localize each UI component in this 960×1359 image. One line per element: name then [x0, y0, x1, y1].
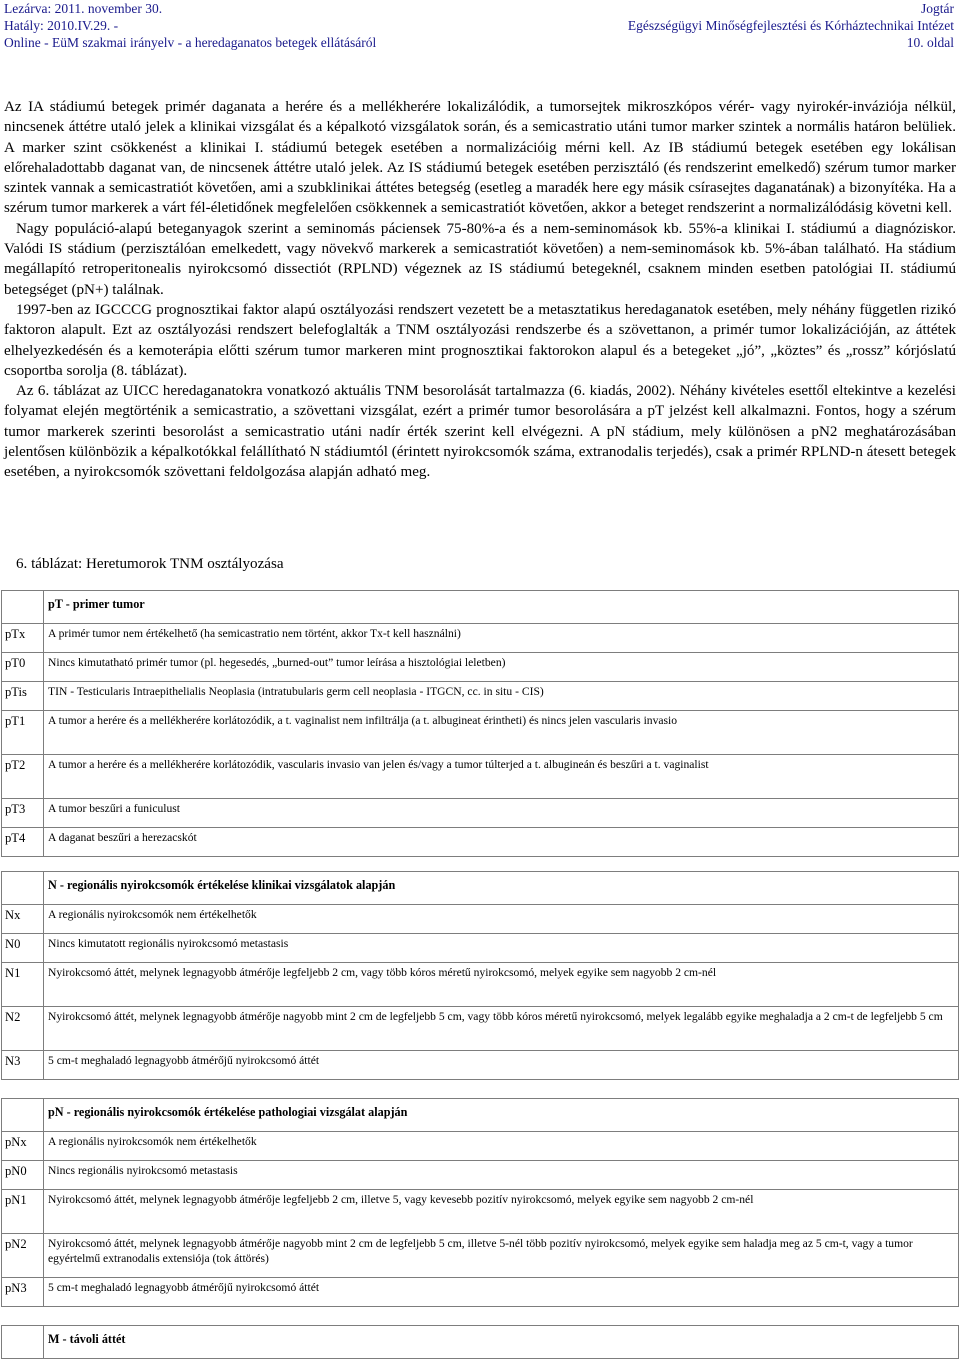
row-code: pN3: [2, 1278, 44, 1307]
row-text: Nyirokcsomó áttét, melynek legnagyobb átmérője nagyobb mint 2 cm de legfeljebb 5 cm, vagy több kóros méretű nyirokcsomó, melyek legalább egyike meghaladja a 2 cm-t de legfeljebb 5 cm: [44, 1007, 959, 1051]
row-code: pTis: [2, 682, 44, 711]
row-text: Nyirokcsomó áttét, melynek legnagyobb átmérője nagyobb mint 2 cm de legfeljebb 5 cm, illetve 5-nél több pozitív nyirokcsomó, melyek egyike sem haladja meg az 5 cm-t, vagy a tumor egyértelmű extranodalis extensiója (tok áttörés): [44, 1234, 959, 1278]
row-text: A regionális nyirokcsomók nem értékelhetők: [44, 1132, 959, 1161]
header-closed-date: Lezárva: 2011. november 30.: [4, 1, 163, 16]
table-heading: pN - regionális nyirokcsomók értékelése pathologiai vizsgálat alapján: [44, 1099, 959, 1132]
m-table: [1, 1325, 959, 1359]
row-text: A tumor a herére és a mellékherére korlátozódik, vascularis invasio van jelen és/vagy a tumor túlterjed a t. albugineán és beszűri a t. vaginalist: [44, 755, 959, 799]
row-text: Nincs kimutatott regionális nyirokcsomó metastasis: [44, 934, 959, 963]
row-code: pNx: [2, 1132, 44, 1161]
row-text: Nincs kimutatható primér tumor (pl. hegesedés, „burned-out” tumor leírása a hisztológiai leletben): [44, 653, 959, 682]
row-text: A primér tumor nem értékelhető (ha semicastratio nem történt, akkor Tx-t kell használni): [44, 624, 959, 653]
table-caption: 6. táblázat: Heretumorok TNM osztályozása: [16, 556, 284, 572]
row-code: N3: [2, 1051, 44, 1080]
row-text: Nincs regionális nyirokcsomó metastasis: [44, 1161, 959, 1190]
row-text: A regionális nyirokcsomók nem értékelhetők: [44, 905, 959, 934]
table-heading: N - regionális nyirokcsomók értékelése klinikai vizsgálatok alapján: [44, 872, 959, 905]
pn-table: [1, 1098, 959, 1307]
table-corner-cell: [2, 1326, 44, 1359]
table-heading: pT - primer tumor: [44, 591, 959, 624]
header-publisher: Jogtár: [921, 1, 954, 16]
paragraph: 1997-ben az IGCCCG prognosztikai faktor alapú osztályozási rendszert vezetett be a metasztatikus heredaganatok esetében, mely néhány független rizikó faktoron alapult. Ezt az osztályozási rendszert belefoglalták a TNM osztályozási rendszerbe és a szövettanon, a primér tumor lokalizációján, az áttétek elhelyezkedésén és a kemoterápia előtti szérum tumor markeren mint prognosztikai faktorokon alapul és a betegeket „jó”, „köztes” és „rossz” kórjóslatú csoportba sorolja (8. táblázat).: [4, 301, 956, 379]
row-text: A daganat beszűri a herezacskót: [44, 828, 959, 857]
row-code: N1: [2, 963, 44, 1007]
row-text: Nyirokcsomó áttét, melynek legnagyobb átmérője legfeljebb 2 cm, illetve 5, vagy kevesebb pozitív nyirokcsomó, melyek egyike sem nagyobb 2 cm-nél: [44, 1190, 959, 1234]
row-code: pTx: [2, 624, 44, 653]
paragraph: Az 6. táblázat az UICC heredaganatokra vonatkozó aktuális TNM besorolását tartalmazza (6. kiadás, 2002). Néhány kivételes esettől eltekintve a kezelési folyamat elején megtörténik a semicastratio, a szövettani vizsgálat, ezért a primér tumor besorolására a pT jelzést kell alkalmazni. Fontos, hogy a szérum tumor markerek szerinti besorolást a semicastratio utáni nadír érték szerint kell elvégezni. A pN stádium, mely különösen a pN2 meghatározásában jelentősen különbözik a képalkotókkal felállítható N stádiumtól (érintett nyirokcsomók száma, extranodalis terjedés), csak a primér RPLND-n átesett betegek esetében, a nyirokcsomók szövettani feldolgozása alapján adható meg.: [4, 383, 956, 481]
header-document-title: Online - EüM szakmai irányelv - a heredaganatos betegek ellátásáról: [4, 35, 377, 50]
row-code: N0: [2, 934, 44, 963]
body-text: [4, 97, 956, 483]
header-page-number: 10. oldal: [906, 35, 954, 50]
row-text: Nyirokcsomó áttét, melynek legnagyobb átmérője legfeljebb 2 cm, vagy több kóros méretű nyirokcsomó, melyek egyike sem nagyobb 2 cm-nél: [44, 963, 959, 1007]
row-code: Nx: [2, 905, 44, 934]
row-code: pT2: [2, 755, 44, 799]
row-text: 5 cm-t meghaladó legnagyobb átmérőjű nyirokcsomó áttét: [44, 1051, 959, 1080]
header-institute: Egészségügyi Minőségfejlesztési és Kórháztechnikai Intézet: [627, 18, 954, 33]
row-code: pT3: [2, 799, 44, 828]
page-header-right: [628, 0, 954, 51]
row-code: pN1: [2, 1190, 44, 1234]
row-code: pT1: [2, 711, 44, 755]
table-corner-cell: [2, 591, 44, 624]
row-code: N2: [2, 1007, 44, 1051]
row-text: A tumor beszűri a funiculust: [44, 799, 959, 828]
row-text: 5 cm-t meghaladó legnagyobb átmérőjű nyirokcsomó áttét: [44, 1278, 959, 1307]
page-header-left: [4, 0, 376, 51]
paragraph: Nagy populáció-alapú beteganyagok szerint a seminomás páciensek 75-80%-a és a nem-seminomások kb. 55%-a klinikai I. stádiumú a diagnóziskor. Valódi IS stádium (perzisztálóan emelkedett, vagy növekvő markerek a semicastratiót követően) a nem-seminomások kb. 5%-ában található. Ha stádium megállapító retroperitonealis nyirokcsomó dissectiót (RPLND) végeznek az IS stádiumú betegeknél, csaknem minden esetben patológiai II. stádiumú betegséget (pN+) találnak.: [4, 220, 956, 298]
row-code: pT0: [2, 653, 44, 682]
paragraph: Az IA stádiumú betegek primér daganata a herére és a mellékherére lokalizálódik, a tumorsejtek mikroszkópos vérér- vagy nyirokér-inváziója nélkül, nincsenek áttétre utaló jelek a klinikai vizsgálat és a képalkotó vizsgálatok során, és a semicastratio utáni tumor marker szintek a normális határon belüliek. A marker szint csökkenést a klinikai I. stádiumú betegek esetében a normalizációig mérni kell. Az IB stádiumú betegek esetében egy lokálisan előrehaladottabb daganat van, de nincsenek áttétre utaló jelek. Az IS stádiumú betegek esetében perzisztáló (és rendszerint emelkedő) szérum tumor marker szintek vannak a semicastratiót követően, ami a szubklinikai áttétes betegség (esetleg a maradék here egy másik csírasejtes daganatának) a bizonyítéka. Ha a szérum tumor markerek a várt fél-életidőnek megfelelően csökkennek a semicastratiót követően, akkor a beteget rendszerint a normalizálódásig követni kell.: [4, 99, 956, 217]
row-code: pT4: [2, 828, 44, 857]
table-corner-cell: [2, 872, 44, 905]
table-heading: M - távoli áttét: [44, 1326, 959, 1359]
table-corner-cell: [2, 1099, 44, 1132]
row-text: TIN - Testicularis Intraepithelialis Neoplasia (intratubularis germ cell neoplasia - ITGCN, cc. in situ - CIS): [44, 682, 959, 711]
pt-table: [1, 590, 959, 857]
row-code: pN0: [2, 1161, 44, 1190]
header-effective-date: Hatály: 2010.IV.29. -: [4, 18, 119, 33]
row-code: pN2: [2, 1234, 44, 1278]
n-table: [1, 871, 959, 1080]
row-text: A tumor a herére és a mellékherére korlátozódik, a t. vaginalist nem infiltrálja (a t. albugineat érintheti) és nincs jelen vascularis invasio: [44, 711, 959, 755]
